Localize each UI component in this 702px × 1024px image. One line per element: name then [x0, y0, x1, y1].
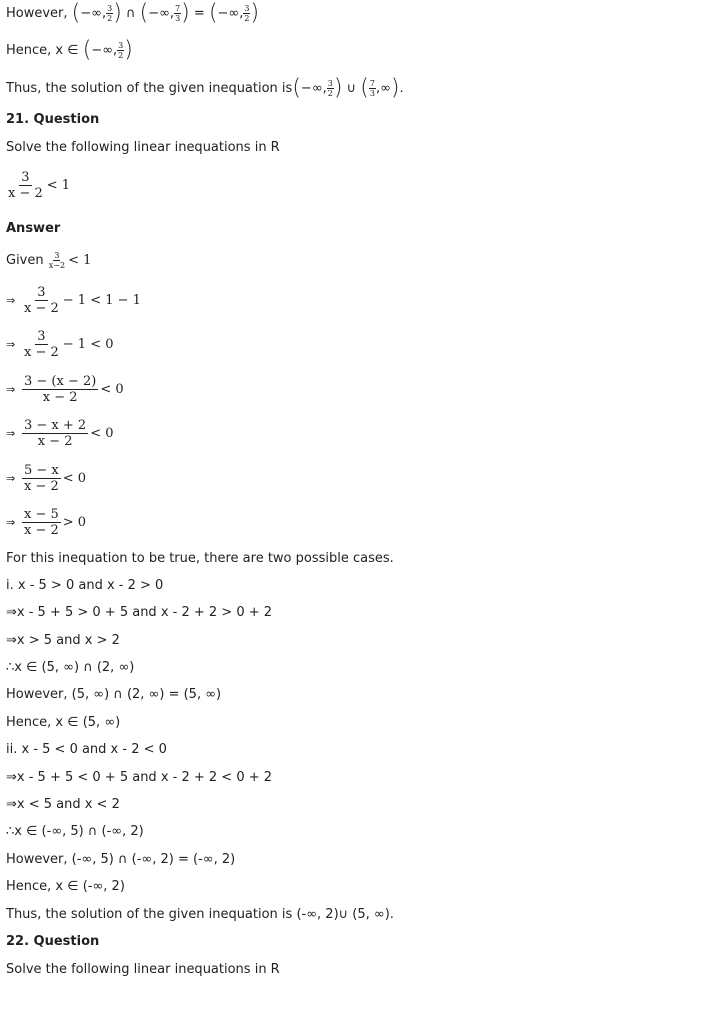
- step-1: ⇒ $\frac{3}{x - 2}$ − 1 < 1 − 1: [6, 285, 141, 316]
- question-21-expression: $\frac{3}{x - 2}$ < 1: [8, 170, 71, 201]
- text-line: ⇒x < 5 and x < 2: [6, 797, 120, 812]
- text-line: ⇒x - 5 + 5 > 0 + 5 and x - 2 + 2 > 0 + 2: [6, 605, 273, 620]
- text-line: Thus, the solution of the given inequation is (-∞, 2)∪ (5, ∞).: [6, 907, 394, 922]
- text-line: i. x - 5 > 0 and x - 2 > 0: [6, 578, 164, 593]
- question-22-title: 22. Question: [6, 934, 100, 949]
- given-line: Given $\frac{3}{x-2}$ < 1: [6, 251, 92, 270]
- answer-label: Answer: [6, 221, 61, 236]
- step-6: ⇒ $\frac{x - 5}{x - 2}$ > 0: [6, 507, 87, 538]
- question-21-text: Solve the following linear inequations in R: [6, 140, 280, 155]
- text-line: Hence, x ∈ (-∞, 2): [6, 879, 125, 894]
- text-line: However, (-∞, 5) ∩ (-∞, 2) = (-∞, 2): [6, 852, 236, 867]
- intersection-line: However, (−∞, $\frac{3}{2}$ ) ∩ (−∞, $\frac{7}{3}$ ) = (−∞, $\frac{3}{2}$ ): [6, 0, 260, 26]
- step-5: ⇒ $\frac{5 - x}{x - 2}$ < 0: [6, 463, 87, 494]
- text-line: However, (5, ∞) ∩ (2, ∞) = (5, ∞): [6, 687, 222, 702]
- question-21-title: 21. Question: [6, 112, 100, 127]
- step-4: ⇒ $\frac{3 - x + 2}{x - 2}$ < 0: [6, 418, 114, 449]
- text-line: Hence, x ∈ (5, ∞): [6, 715, 121, 730]
- hence-line: Hence, x ∈ (−∞, $\frac{3}{2}$ ): [6, 37, 133, 63]
- solution-line: Thus, the solution of the given inequation is(−∞, $\frac{3}{2}$ ) ∪ ( $\frac{7}{3}$ ,∞).: [6, 75, 404, 101]
- text-line: ∴x ∈ (5, ∞) ∩ (2, ∞): [6, 660, 135, 675]
- text-line: ⇒x - 5 + 5 < 0 + 5 and x - 2 + 2 < 0 + 2: [6, 770, 273, 785]
- question-22-text: Solve the following linear inequations in R: [6, 962, 280, 977]
- text-line: ∴x ∈ (-∞, 5) ∩ (-∞, 2): [6, 824, 144, 839]
- step-2: ⇒ $\frac{3}{x - 2}$ − 1 < 0: [6, 329, 114, 360]
- text-line: ⇒x > 5 and x > 2: [6, 633, 120, 648]
- step-3: ⇒ $\frac{3 - (x - 2)}{x - 2}$ < 0: [6, 374, 124, 405]
- text-line: For this inequation to be true, there are two possible cases.: [6, 551, 394, 566]
- text-line: ii. x - 5 < 0 and x - 2 < 0: [6, 742, 167, 757]
